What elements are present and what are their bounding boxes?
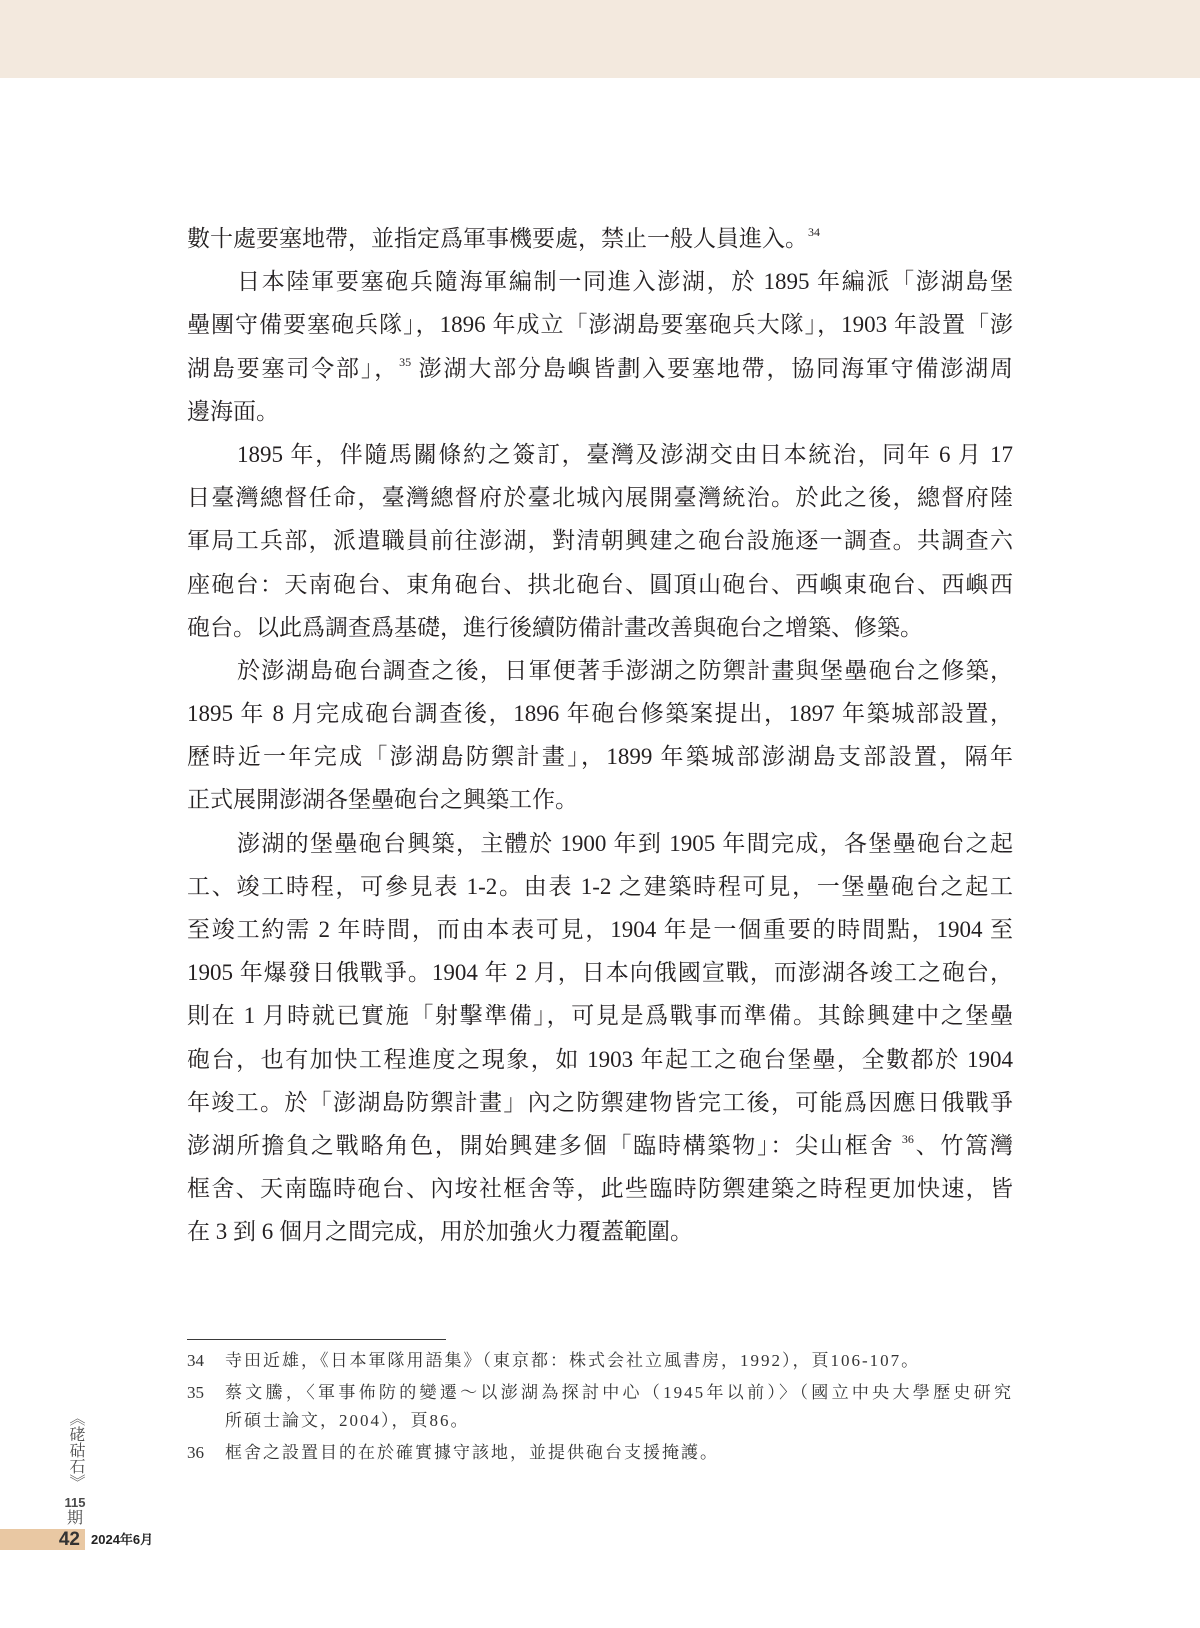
text-line: 日臺灣總督任命，臺灣總督府於臺北城內展開臺灣統治。於此之後，總督府陸 bbox=[187, 485, 1013, 511]
text-line: 正式展開澎湖各堡壘砲台之興築工作。 bbox=[187, 787, 578, 813]
footnote-separator bbox=[187, 1339, 446, 1340]
text-line: 工、竣工時程，可參見表 1-2。由表 1-2 之建築時程可見，一堡壘砲台之起工 bbox=[187, 873, 1013, 899]
text-line: 框舍、天南臨時砲台、內垵社框舍等，此些臨時防禦建築之時程更加快速，皆 bbox=[187, 1176, 1013, 1202]
paragraph bbox=[187, 433, 1013, 649]
text-line: 壘團守備要塞砲兵隊」，1896 年成立「澎湖島要塞砲兵大隊」，1903 年設置「澎 bbox=[187, 312, 1013, 338]
text-line: 軍局工兵部，派遣職員前往澎湖，對清朝興建之砲台設施逐一調查。共調查六 bbox=[187, 528, 1013, 554]
footnote-reference: 35 bbox=[399, 354, 412, 369]
text-line: 砲台，也有加快工程進度之現象，如 1903 年起工之砲台堡壘，全數都於 1904 bbox=[187, 1046, 1013, 1072]
text-line: 1905 年爆發日俄戰爭。1904 年 2 月，日本向俄國宣戰，而澎湖各竣工之砲台， bbox=[187, 960, 1013, 986]
text-line: 在 3 到 6 個月之間完成，用於加強火力覆蓋範圍。 bbox=[187, 1219, 693, 1245]
text-line: 歷時近一年完成「澎湖島防禦計畫」，1899 年築城部澎湖島支部設置，隔年 bbox=[187, 744, 1013, 770]
footnote bbox=[187, 1347, 1013, 1375]
paragraph bbox=[187, 217, 1013, 260]
text-line: 澎湖的堡壘砲台興築，主體於 1900 年到 1905 年間完成，各堡壘砲台之起 bbox=[237, 830, 1013, 856]
body-text bbox=[187, 217, 1013, 1254]
paragraph bbox=[187, 649, 1013, 822]
text-line bbox=[187, 347, 1013, 390]
page-number-band bbox=[0, 1529, 85, 1550]
text-line bbox=[187, 217, 1013, 260]
paragraph bbox=[187, 822, 1013, 1254]
text-line: 砲台。以此爲調查爲基礎，進行後續防備計畫改善與砲台之增築、修築。 bbox=[187, 614, 923, 640]
footnote-text: 框舍之設置目的在於確實據守該地，並提供砲台支援掩護。 bbox=[225, 1443, 719, 1462]
text-line: 邊海面。 bbox=[187, 398, 279, 424]
footnote-number: 36 bbox=[187, 1443, 204, 1462]
text-segment: 、竹篙灣 bbox=[913, 1132, 1013, 1158]
footnote-number: 35 bbox=[187, 1383, 204, 1402]
footnote-reference: 36 bbox=[901, 1131, 914, 1146]
issue-suffix: 期 bbox=[66, 1510, 83, 1527]
issue-date: 2024年6月 bbox=[91, 1532, 154, 1547]
text-line: 1895 年，伴隨馬關條約之簽訂，臺灣及澎湖交由日本統治，同年 6 月 17 bbox=[237, 441, 1013, 467]
footnote-text: 寺田近雄，《日本軍隊用語集》（東京都：株式会社立風書房，1992），頁106-107。 bbox=[225, 1351, 921, 1370]
top-header-band bbox=[0, 0, 1200, 78]
journal-name: 《硓𥑮石》 bbox=[67, 1410, 84, 1490]
text-line: 年竣工。於「澎湖島防禦計畫」內之防禦建物皆完工後，可能爲因應日俄戰爭 bbox=[187, 1089, 1013, 1115]
page-number: 42 bbox=[58, 1529, 80, 1550]
text-segment: 湖島要塞司令部」， bbox=[187, 355, 400, 381]
text-line: 座砲台：天南砲台、東角砲台、拱北砲台、圓頂山砲台、西嶼東砲台、西嶼西 bbox=[187, 571, 1013, 597]
text-line: 日本陸軍要塞砲兵隨海軍編制一同進入澎湖，於 1895 年編派「澎湖島堡 bbox=[237, 269, 1013, 295]
text-line bbox=[187, 1124, 1013, 1167]
issue-number: 115 bbox=[64, 1495, 86, 1510]
footnote-text: 蔡文騰，〈軍事佈防的變遷～以澎湖為探討中心（1945年以前）〉（國立中央大學歷史研究 bbox=[225, 1383, 1013, 1402]
text-segment: 澎湖大部分島嶼皆劃入要塞地帶，協同海軍守備澎湖周 bbox=[411, 355, 1013, 381]
paragraph bbox=[187, 260, 1013, 433]
text-line: 至竣工約需 2 年時間，而由本表可見，1904 年是一個重要的時間點，1904 至 bbox=[187, 917, 1013, 942]
footnote bbox=[187, 1379, 1013, 1435]
footnote bbox=[187, 1439, 1013, 1467]
text-segment: 澎湖所擔負之戰略角色，開始興建多個「臨時構築物」：尖山框舍 bbox=[187, 1132, 902, 1158]
journal-side-title bbox=[60, 1410, 90, 1528]
footnote-text: 所碩士論文，2004），頁86。 bbox=[225, 1411, 470, 1430]
footnotes bbox=[187, 1347, 1013, 1471]
text-line: 1895 年 8 月完成砲台調查後，1896 年砲台修築案提出，1897 年築城部設置， bbox=[187, 701, 1013, 727]
text-segment: 數十處要塞地帶，並指定爲軍事機要處，禁止一般人員進入。 bbox=[187, 226, 808, 251]
text-line: 則在 1 月時就已實施「射擊準備」，可見是爲戰事而準備。其餘興建中之堡壘 bbox=[187, 1003, 1013, 1029]
text-line: 於澎湖島砲台調查之後，日軍便著手澎湖之防禦計畫與堡壘砲台之修築， bbox=[237, 657, 1013, 683]
footnote-number: 34 bbox=[187, 1351, 204, 1370]
footnote-reference: 34 bbox=[808, 225, 820, 239]
